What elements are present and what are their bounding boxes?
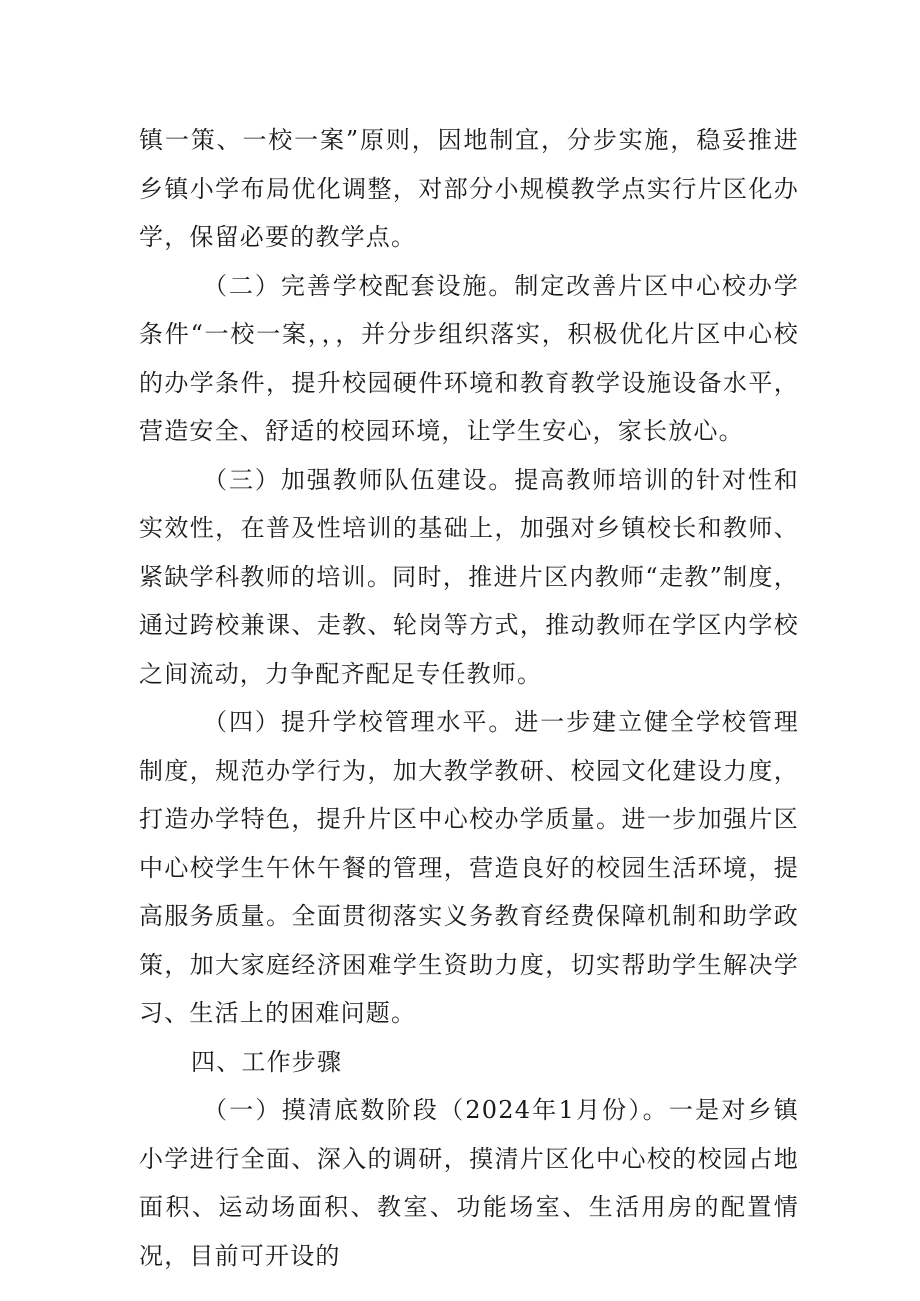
document-body <box>139 116 799 1280</box>
paragraph-section-3: （三）加强教师队伍建设。提高教师培训的针对性和实效性，在普及性培训的基础上，加强对乡镇校长和教师、紧缺学科教师的培训。同时，推进片区内教师“走教”制度，通过跨校兼课、走教、轮岗等方式，推动教师在学区内学校之间流动，力争配齐配足专任教师。 <box>139 465 799 688</box>
paragraph-step-1: （一）摸清底数阶段（2024年1月份）。一是对乡镇小学进行全面、深入的调研，摸清片区化中心校的校园占地面积、运动场面积、教室、功能场室、生活用房的配置情况，目前可开设的 <box>139 1096 799 1270</box>
section-heading-work-steps: 四、工作步骤 <box>191 1047 343 1076</box>
paragraph-continuation: 镇一策、一校一案”原则，因地制宜，分步实施，稳妥推进乡镇小学布局优化调整，对部分小规模教学点实行片区化办学，保留必要的教学点。 <box>139 126 799 251</box>
paragraph-section-2: （二）完善学校配套设施。制定改善片区中心校办学条件“一校一案，，，并分步组织落实，积极优化片区中心校的办学条件，提升校园硬件环境和教育教学设施设备水平，营造安全、舒适的校园环境，让学生安心，家长放心。 <box>139 271 799 445</box>
paragraph-section-4: （四）提升学校管理水平。进一步建立健全学校管理制度，规范办学行为，加大教学教研、校园文化建设力度，打造办学特色，提升片区中心校办学质量。进一步加强片区中心校学生午休午餐的管理，营造良好的校园生活环境，提高服务质量。全面贯彻落实义务教育经费保障机制和助学政策，加大家庭经济困难学生资助力度，切实帮助学生解决学习、生活上的困难问题。 <box>139 708 799 1027</box>
